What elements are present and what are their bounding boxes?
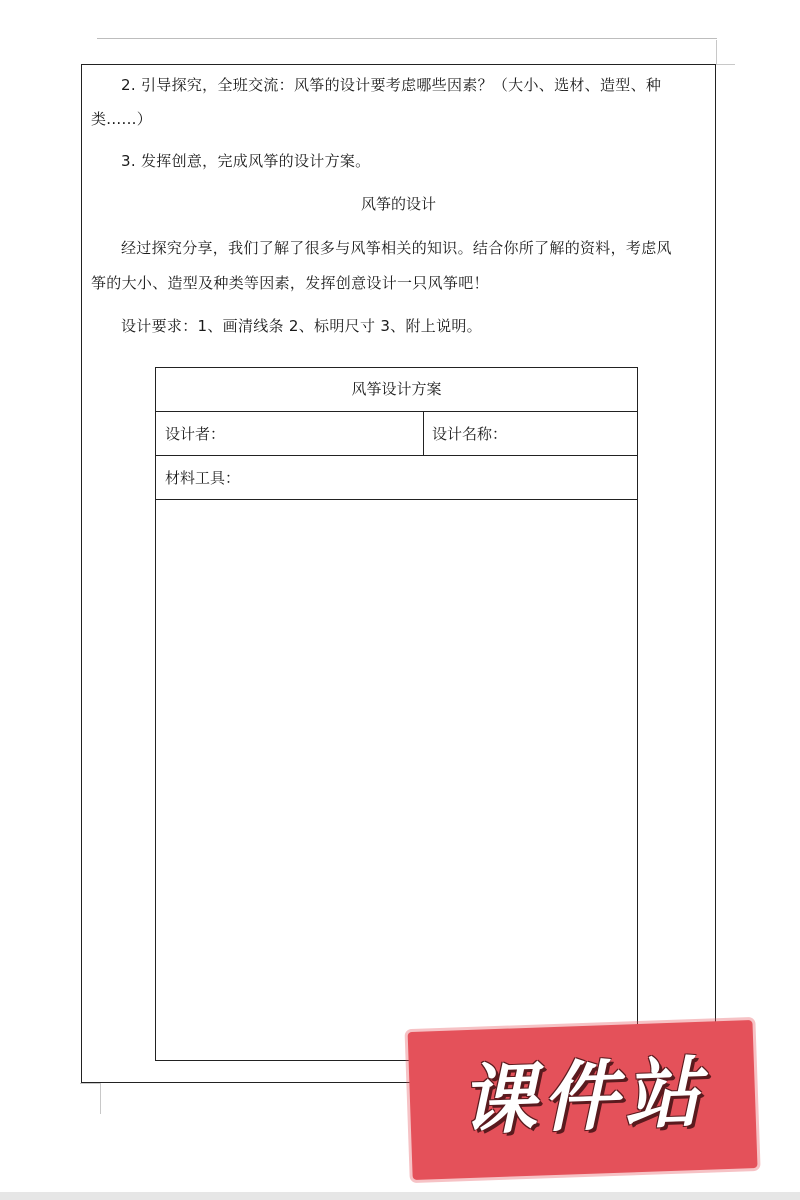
table-row-designer [156,412,637,456]
page-corner-mark [80,1083,101,1114]
watermark-text: 课件站 [458,1047,708,1146]
step-2-line-1: 2. 引导探究，全班交流：风筝的设计要考虑哪些因素？（大小、选材、造型、种 [121,76,662,94]
watermark-stamp [395,1010,770,1187]
intro-line-1: 经过探究分享，我们了解了很多与风筝相关的知识。结合你所了解的资料，考虑风 [121,239,672,257]
design-name-label: 设计名称： [432,425,508,443]
bottom-bar [0,1192,800,1200]
step-3: 3. 发挥创意，完成风筝的设计方案。 [121,152,371,170]
designer-label: 设计者： [165,425,226,443]
table-column-divider [423,412,424,456]
design-plan-table [155,367,638,1061]
section-title: 风筝的设计 [360,195,436,213]
design-requirements: 设计要求：1、画清线条 2、标明尺寸 3、附上说明。 [121,317,482,335]
page-corner-mark [716,40,735,65]
drawing-area[interactable] [156,500,637,1058]
table-title: 风筝设计方案 [351,380,442,398]
step-2-line-2: 类......） [91,110,153,128]
page-top-rule [97,38,717,39]
materials-label: 材料工具： [165,469,241,487]
intro-line-2: 筝的大小、造型及种类等因素，发挥创意设计一只风筝吧！ [91,274,489,292]
table-title-row [156,368,637,412]
table-row-materials [156,456,637,500]
